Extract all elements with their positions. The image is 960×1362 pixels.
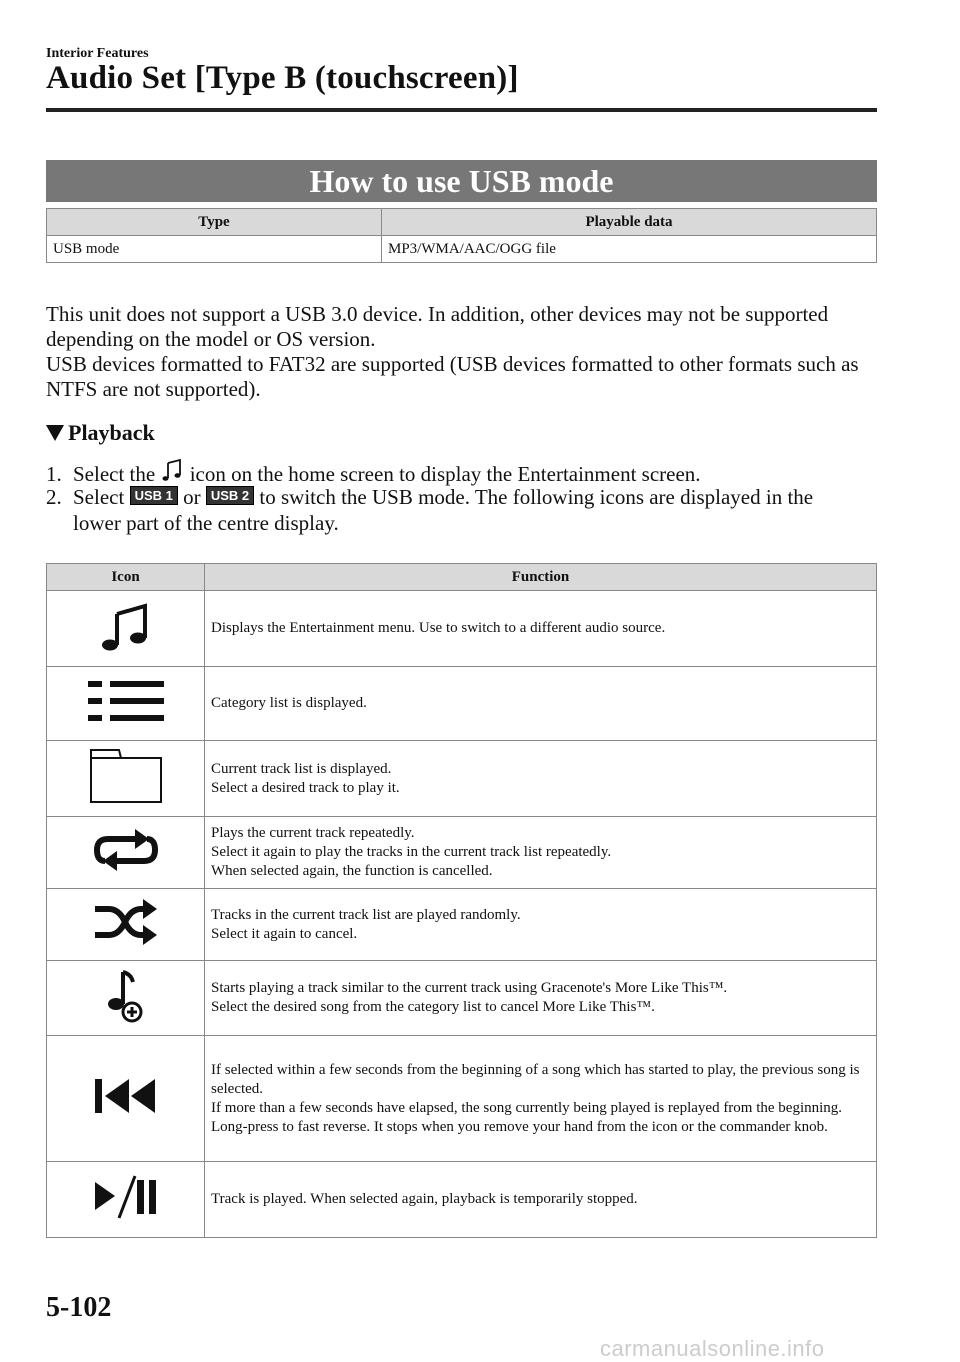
table-row [47, 889, 877, 961]
watermark: carmanualsonline.info [600, 1336, 825, 1361]
type-cell: USB mode [47, 236, 382, 263]
usb-support-paragraph: This unit does not support a USB 3.0 device. In addition, other devices may not be supported depending on the model or OS version. [46, 302, 829, 351]
playable-data-table [46, 208, 877, 263]
music-note-icon [96, 601, 156, 651]
page-title: Audio Set [Type B (touchscreen)] [46, 60, 519, 96]
playable-data-header: Playable data [382, 209, 877, 236]
icon-function-table [46, 563, 877, 1238]
table-row [47, 741, 877, 817]
section-label: Interior Features [46, 46, 149, 61]
step-text: or [183, 485, 201, 509]
function-text: Track is played. When selected again, playback is temporarily stopped. [211, 1191, 638, 1207]
play-pause-icon [91, 1174, 161, 1220]
table-row [47, 236, 877, 263]
function-text: Current track list is displayed. Select a desired track to play it. [211, 760, 400, 796]
step-text: Select [73, 485, 125, 509]
function-text: Displays the Entertainment menu. Use to switch to a different audio source. [211, 620, 666, 636]
format-paragraph: USB devices formatted to FAT32 are supported (USB devices formatted to other formats such as NTFS are not supported). [46, 352, 859, 401]
function-text: If selected within a few seconds from the beginning of a song which has started to play, the previous song is selected. If more than a few seconds have elapsed, the song currently being played is replayed from the beginning. Long-press to fast reverse. It stops when you remove your hand from the icon or the commander knob. [211, 1061, 860, 1135]
table-row [47, 1162, 877, 1238]
playback-heading [46, 420, 155, 446]
type-header: Type [47, 209, 382, 236]
step-2 [46, 484, 813, 510]
icon-header: Icon [47, 564, 205, 591]
page-number: 5-102 [46, 1292, 112, 1323]
down-triangle-icon [46, 425, 64, 441]
title-rule [46, 108, 877, 112]
step-2-continued: lower part of the centre display. [73, 511, 339, 535]
music-note-icon [160, 459, 184, 483]
step-number: 1. [46, 462, 62, 486]
shuffle-icon [91, 899, 161, 945]
usb2-button: USB 2 [206, 486, 254, 505]
step-text: Select the [73, 462, 156, 486]
function-text: Tracks in the current track list are played randomly. Select it again to cancel. [211, 906, 521, 942]
table-row [47, 667, 877, 741]
step-number: 2. [46, 485, 62, 509]
table-row [47, 961, 877, 1036]
more-like-this-icon [101, 968, 151, 1024]
usb1-button: USB 1 [130, 486, 178, 505]
function-text: Category list is displayed. [211, 695, 367, 711]
step-1 [46, 459, 701, 487]
step-text: to switch the USB mode. The following icons are displayed in the [259, 485, 814, 509]
function-text: Plays the current track repeatedly. Select it again to play the tracks in the current track list repeatedly. When selected again, the function is cancelled. [211, 825, 612, 879]
previous-track-icon [93, 1075, 159, 1117]
function-text: Starts playing a track similar to the current track using Gracenote's More Like This™. Select the desired song from the category list to cancel More Like This™. [211, 980, 728, 1015]
table-row [47, 591, 877, 667]
table-row [47, 1036, 877, 1162]
playable-data-cell: MP3/WMA/AAC/OGG file [382, 236, 877, 263]
function-header: Function [205, 564, 877, 591]
repeat-icon [91, 827, 161, 873]
playback-heading-text: Playback [68, 420, 155, 445]
table-row [47, 817, 877, 889]
category-list-icon [86, 676, 166, 726]
step-text: icon on the home screen to display the Entertainment screen. [189, 462, 701, 486]
section-banner: How to use USB mode [46, 160, 877, 202]
folder-icon [89, 748, 163, 804]
